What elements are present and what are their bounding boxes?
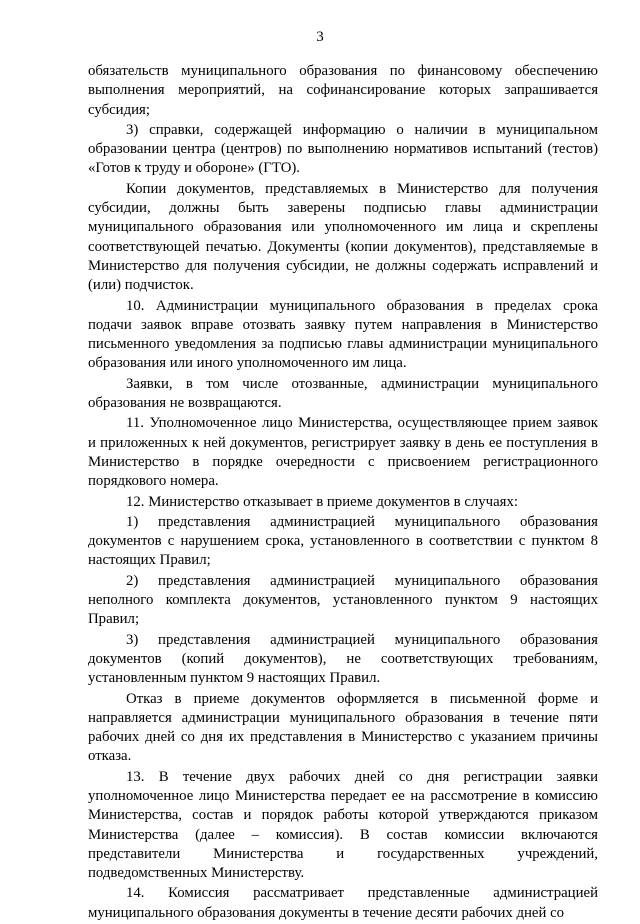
paragraph-item-3-certificate: 3) справки, содержащей информацию о наличии в муниципальном образовании центра (центров) по выполнению нормативов испытаний (тестов) «Готов к труду и обороне» (ГТО).: [88, 121, 598, 177]
paragraph-14: 14. Комиссия рассматривает представленные администрацией муниципального образования документы в течение десяти рабочих дней со: [88, 885, 598, 921]
document-body: [88, 62, 598, 924]
paragraph-13: 13. В течение двух рабочих дней со дня регистрации заявки уполномоченное лицо Министерства передает ее на рассмотрение в комиссию Министерства, состав и порядок работы которой утверждаются приказом Министерства (далее – комиссия). В состав комиссии включаются представители Министерства и государственных учреждений, подведомственных Министерству.: [88, 768, 598, 882]
paragraph-12: 12. Министерство отказывает в приеме документов в случаях:: [126, 493, 519, 510]
paragraph-refusal: Отказ в приеме документов оформляется в письменной форме и направляется администрации муниципального образования в течение пяти рабочих дней со дня их представления в Министерство с указанием причины отказа.: [88, 690, 598, 765]
paragraph-12-item-3: 3) представления администрацией муниципального образования документов (копий документов), не соответствующих требованиям, установленным пунктом 9 настоящих Правил.: [88, 631, 598, 687]
paragraph-document-copies: Копии документов, представляемых в Министерство для получения субсидии, должны быть заверены подписью главы администрации муниципального образования или уполномоченного им лица и скреплены соответствующей печатью. Документы (копии документов), представляемые в Министерство для получения субсидии, не должны содержать исправлений и (или) подчисток.: [88, 180, 598, 294]
paragraph-applications-not-returned: Заявки, в том числе отозванные, администрации муниципального образования не возвращаются.: [88, 375, 598, 412]
paragraph-12-item-1: 1) представления администрацией муниципального образования документов с нарушением срока, установленного в соответствии с пунктом 8 настоящих Правил;: [88, 513, 598, 569]
paragraph-11: 11. Уполномоченное лицо Министерства, осуществляющее прием заявок и приложенных к ней документов, регистрирует заявку в день ее поступления в Министерство в порядке очередности с присвоением регистрационного порядкового номера.: [88, 415, 598, 490]
paragraph-12-item-2: 2) представления администрацией муниципального образования неполного комплекта документов, установленного пунктом 9 настоящих Правил;: [88, 572, 598, 628]
paragraph-continuation: обязательств муниципального образования по финансовому обеспечению выполнения мероприятий, на софинансирование которых запрашивается субсидия;: [88, 63, 598, 118]
page-number: 3: [316, 29, 324, 45]
paragraph-10: 10. Администрации муниципального образования в пределах срока подачи заявок вправе отозвать заявку путем направления в Министерство письменного уведомления за подписью главы администрации муниципального образования или иного уполномоченного им лица.: [88, 297, 598, 372]
